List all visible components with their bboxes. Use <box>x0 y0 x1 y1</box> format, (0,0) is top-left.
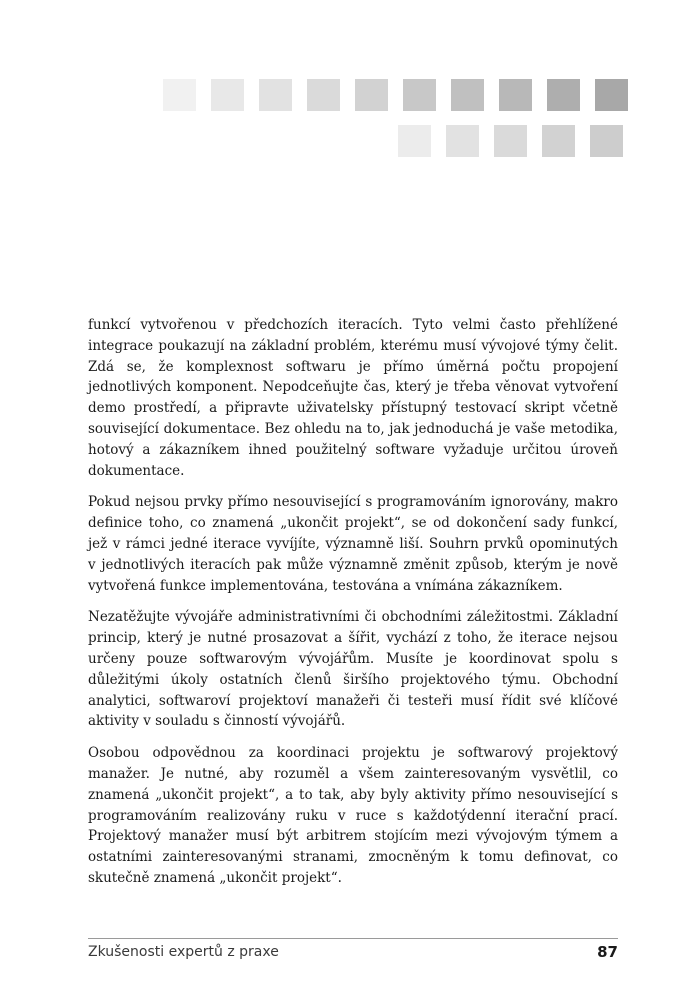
decorative-square <box>211 79 244 111</box>
decorative-square <box>307 79 340 111</box>
footer-divider <box>88 938 618 939</box>
paragraph: funkcí vytvořenou v předchozích iteracích. Tyto velmi často přehlížené integrace poukazují na základní problém, kterému musí vývojové týmy čelit. Zdá se, že komplexnost softwaru je přímo úměrná počtu propojení jednotlivých komponent. Nepodceňujte čas, který je třeba věnovat vytvoření demo prostředí, a připravte uživatelsky přístupný testovací skript včetně související dokumentace. Bez ohledu na to, jak jednoduchá je vaše metodika, hotový a zákazníkem ihned použitelný software vyžaduje určitou úroveň dokumentace. <box>88 317 618 479</box>
paragraph: Osobou odpovědnou za koordinaci projektu je softwarový projektový manažer. Je nutné, aby rozuměl a všem zainteresovaným vysvětlil, co znamená „ukončit projekt“, a to tak, aby byly aktivity přímo nesouvisející s programováním realizovány ruku v ruce s každotýdenní iterační prací. Projektový manažer musí být arbitrem stojícím mezi vývojovým týmem a ostatními zainteresovanými stranami, zmocněným k tomu definovat, co skutečně znamená „ukončit projekt“. <box>88 745 618 886</box>
decorative-square <box>494 125 527 157</box>
paragraph: Pokud nejsou prvky přímo nesouvisející s programováním ignorovány, makro definice toho, co znamená „ukončit projekt“, se od dokončení sady funkcí, jež v rámci jedné iterace vyvíjíte, významně liší. Souhrn prvků opominutých v jednotlivých iteracích pak může významně změnit způsob, kterým je nově vytvořená funkce implementována, testována a vnímána zákazníkem. <box>88 494 618 594</box>
decorative-square <box>163 79 196 111</box>
decorative-square <box>547 79 580 111</box>
decorative-square <box>451 79 484 111</box>
decorative-square-row-top <box>163 79 628 111</box>
decorative-square <box>403 79 436 111</box>
body-text <box>88 315 618 900</box>
paragraph: Nezatěžujte vývojáře administrativními či obchodními záležitostmi. Základní princip, který je nutné prosazovat a šířit, vychází z toho, že iterace nejsou určeny pouze softwarovým vývojářům. Musíte je koordinovat spolu s důležitými úkoly ostatních členů širšího projektového týmu. Obchodní analytici, softwaroví projektoví manažeři či testeři musí řídit své klíčové aktivity v souladu s činností vývojářů. <box>88 609 618 730</box>
decorative-square <box>595 79 628 111</box>
page-number: 87 <box>597 943 618 961</box>
footer-book-title: Zkušenosti expertů z praxe <box>88 944 279 960</box>
decorative-square <box>542 125 575 157</box>
decorative-square <box>499 79 532 111</box>
decorative-square <box>259 79 292 111</box>
decorative-square <box>355 79 388 111</box>
decorative-square <box>446 125 479 157</box>
decorative-square <box>590 125 623 157</box>
decorative-square-row-bottom <box>398 125 623 157</box>
decorative-square <box>398 125 431 157</box>
